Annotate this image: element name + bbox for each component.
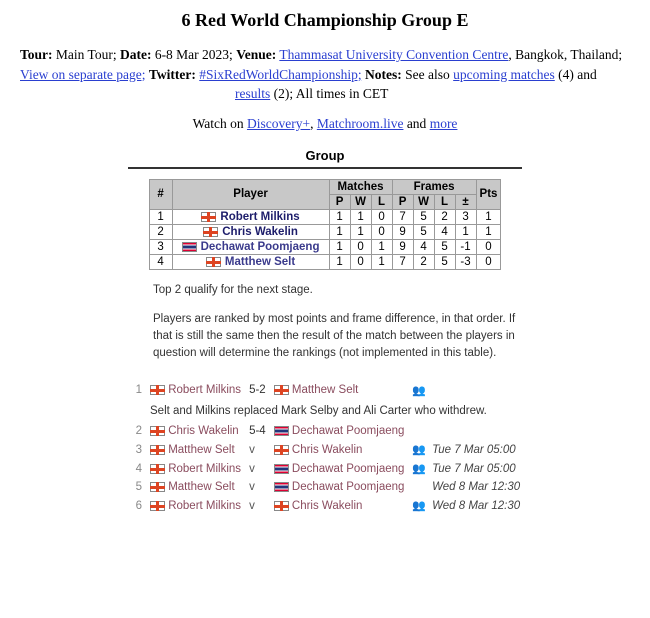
cell-matches-w: 0 (350, 254, 371, 269)
people-icon-placeholder (408, 422, 428, 440)
list-item (126, 496, 524, 515)
player-link[interactable]: Robert Milkins (168, 384, 242, 397)
cell-frames-l: 5 (434, 239, 455, 254)
meta-info (20, 45, 630, 104)
tour-value: Main Tour; (55, 47, 117, 62)
flag-icon (150, 385, 165, 395)
cell-matches-l: 0 (371, 224, 392, 239)
flag-icon (150, 464, 165, 474)
flag-icon (182, 242, 197, 252)
twitter-link[interactable]: #SixRedWorldChampionship; (199, 66, 362, 82)
match-number: 5 (135, 481, 142, 494)
cell-pts: 0 (476, 254, 501, 269)
watch-link-matchroom[interactable]: Matchroom.live (316, 115, 404, 131)
people-icon[interactable]: 👥 (412, 444, 425, 457)
note-qualify: Top 2 qualify for the next stage. (153, 283, 313, 296)
match-time: Tue 7 Mar 05:00 (432, 443, 516, 456)
twitter-label: Twitter: (148, 66, 196, 82)
list-item (126, 381, 524, 400)
flag-icon (203, 227, 218, 237)
player-link[interactable]: Dechawat Poomjaeng (291, 425, 405, 438)
cell-frames-diff: 1 (455, 224, 476, 239)
flag-icon (274, 501, 289, 511)
player-link[interactable]: Matthew Selt (168, 481, 235, 494)
watch-line (8, 116, 642, 132)
match-note: Selt and Milkins replaced Mark Selby and Ali Carter who withdrew. (150, 404, 487, 417)
match-score: v (249, 499, 255, 512)
cell-frames-p: 9 (392, 239, 413, 254)
date-label: Date: (119, 47, 152, 62)
flag-icon (150, 426, 165, 436)
cell-pts: 1 (476, 224, 501, 239)
cell-matches-p: 1 (329, 224, 350, 239)
cell-frames-l: 5 (434, 254, 455, 269)
tour-label: Tour: (20, 47, 53, 62)
row-position: 2 (149, 224, 172, 239)
watch-prefix: Watch on (192, 115, 244, 131)
flag-icon (206, 257, 221, 267)
people-icon-placeholder (408, 478, 428, 496)
flag-icon (274, 482, 289, 492)
cell-matches-p: 1 (329, 209, 350, 224)
player-link[interactable]: Matthew Selt (168, 443, 235, 456)
table-body (149, 209, 501, 269)
group-standings-table (149, 179, 502, 270)
divider (128, 167, 522, 169)
table-row (149, 209, 501, 224)
cell-matches-w: 1 (350, 224, 371, 239)
header-m-w: W (350, 194, 371, 209)
venue-label: Venue: (236, 47, 277, 62)
notes-label: Notes: (365, 66, 402, 82)
match-time (428, 422, 524, 440)
player-link[interactable]: Chris Wakelin (291, 499, 363, 512)
match-table (126, 381, 524, 516)
table-row (149, 254, 501, 269)
header-f-diff: ± (455, 194, 476, 209)
notes-text: See also (405, 66, 450, 82)
match-player-1 (146, 459, 245, 478)
cell-frames-w: 5 (413, 209, 434, 224)
header-f-w: W (413, 194, 434, 209)
flag-icon (274, 426, 289, 436)
results-count: (2); All times in CET (273, 86, 389, 102)
row-player (172, 254, 329, 269)
people-icon[interactable]: 👥 (412, 500, 425, 513)
match-player-1 (146, 440, 245, 459)
match-list (126, 381, 642, 516)
flag-icon (150, 445, 165, 455)
cell-pts: 1 (476, 209, 501, 224)
group-table-wrap (8, 179, 642, 270)
header-pts: Pts (476, 179, 501, 209)
match-player-2 (270, 381, 409, 400)
cell-matches-p: 1 (329, 239, 350, 254)
header-f-l: L (434, 194, 455, 209)
player-link[interactable]: Robert Milkins (168, 499, 242, 512)
match-time: Wed 8 Mar 12:30 (432, 499, 521, 512)
cell-frames-w: 4 (413, 239, 434, 254)
cell-frames-diff: 3 (455, 209, 476, 224)
cell-matches-w: 0 (350, 239, 371, 254)
venue-rest: , Bangkok, Thailand; (508, 47, 623, 62)
cell-matches-p: 1 (329, 254, 350, 269)
table-row (149, 224, 501, 239)
watch-link-discovery[interactable]: Discovery+ (246, 115, 311, 131)
upcoming-matches-link[interactable]: upcoming matches (453, 66, 555, 82)
watch-link-more[interactable]: more (429, 115, 458, 131)
cell-matches-l: 1 (371, 239, 392, 254)
table-header-row-1 (149, 179, 501, 194)
list-item (126, 440, 524, 459)
player-link[interactable]: Robert Milkins (220, 210, 300, 223)
cell-frames-p: 7 (392, 254, 413, 269)
flag-icon (150, 501, 165, 511)
player-link[interactable]: Dechawat Poomjaeng (291, 462, 405, 475)
cell-matches-l: 1 (371, 254, 392, 269)
separate-page-link[interactable]: View on separate page; (20, 66, 146, 82)
group-heading: Group (305, 147, 345, 163)
match-score: v (249, 443, 255, 456)
watch-sep: , (310, 115, 314, 131)
list-item (126, 478, 524, 496)
player-link[interactable]: Chris Wakelin (168, 425, 239, 438)
row-player (172, 224, 329, 239)
match-player-2 (270, 459, 409, 478)
cell-frames-l: 4 (434, 224, 455, 239)
cell-pts: 0 (476, 239, 501, 254)
cell-matches-w: 1 (350, 209, 371, 224)
watch-and: and (406, 115, 427, 131)
group-notes (153, 282, 533, 363)
player-link[interactable]: Dechawat Poomjaeng (291, 481, 405, 494)
cell-frames-l: 2 (434, 209, 455, 224)
player-link[interactable]: Chris Wakelin (291, 443, 363, 456)
list-item (126, 459, 524, 478)
row-player (172, 239, 329, 254)
player-link[interactable]: Matthew Selt (291, 384, 359, 397)
match-score: 5-4 (249, 425, 266, 438)
flag-icon (274, 385, 289, 395)
upcoming-count: (4) and (558, 66, 597, 82)
results-link[interactable]: results (235, 86, 271, 102)
row-position: 3 (149, 239, 172, 254)
page-title: 6 Red World Championship Group E (181, 10, 469, 30)
match-time: Wed 8 Mar 12:30 (432, 481, 521, 494)
header-matches: Matches (329, 179, 392, 194)
flag-icon (274, 464, 289, 474)
header-m-p: P (329, 194, 350, 209)
match-player-2 (270, 440, 409, 459)
cell-frames-p: 7 (392, 209, 413, 224)
list-item (126, 422, 524, 440)
player-link[interactable]: Robert Milkins (168, 462, 242, 475)
player-link[interactable]: Matthew Selt (224, 255, 296, 268)
match-score: v (249, 481, 255, 494)
date-value: 6-8 Mar 2023; (154, 47, 233, 62)
match-score: 5-2 (249, 384, 266, 397)
flag-icon (201, 212, 216, 222)
cell-frames-w: 2 (413, 254, 434, 269)
match-number: 3 (135, 443, 142, 456)
header-frames: Frames (392, 179, 476, 194)
match-player-1 (146, 422, 245, 440)
player-link[interactable]: Dechawat Poomjaeng (200, 240, 320, 253)
match-number: 1 (135, 384, 142, 397)
table-row (149, 239, 501, 254)
match-number: 2 (135, 425, 142, 438)
match-player-1 (146, 496, 245, 515)
match-score: v (249, 462, 255, 475)
cell-frames-w: 5 (413, 224, 434, 239)
match-time (428, 381, 524, 400)
header-player: Player (172, 179, 329, 209)
match-player-1 (146, 478, 245, 496)
row-position: 1 (149, 209, 172, 224)
match-player-1 (146, 381, 245, 400)
row-player (172, 209, 329, 224)
header-hash: # (149, 179, 172, 209)
match-number: 6 (135, 499, 142, 512)
match-number: 4 (135, 462, 142, 475)
page-root (0, 10, 650, 515)
note-ranking: Players are ranked by most points and frame difference, in that order. If that is still the same then the result of the match between the players in question will determine the rankings (not implemented in this table). (153, 312, 516, 360)
cell-matches-l: 0 (371, 209, 392, 224)
cell-frames-diff: -1 (455, 239, 476, 254)
player-link[interactable]: Chris Wakelin (222, 225, 298, 238)
cell-frames-p: 9 (392, 224, 413, 239)
row-position: 4 (149, 254, 172, 269)
match-player-2 (270, 478, 409, 496)
header-m-l: L (371, 194, 392, 209)
match-player-2 (270, 496, 409, 515)
people-icon[interactable]: 👥 (412, 384, 425, 397)
people-icon[interactable]: 👥 (412, 463, 425, 476)
header-f-p: P (392, 194, 413, 209)
match-time: Tue 7 Mar 05:00 (432, 462, 516, 475)
match-note-row (126, 400, 524, 423)
flag-icon (274, 445, 289, 455)
venue-link[interactable]: Thammasat University Convention Centre (279, 47, 509, 62)
flag-icon (150, 482, 165, 492)
match-player-2 (270, 422, 409, 440)
cell-frames-diff: -3 (455, 254, 476, 269)
